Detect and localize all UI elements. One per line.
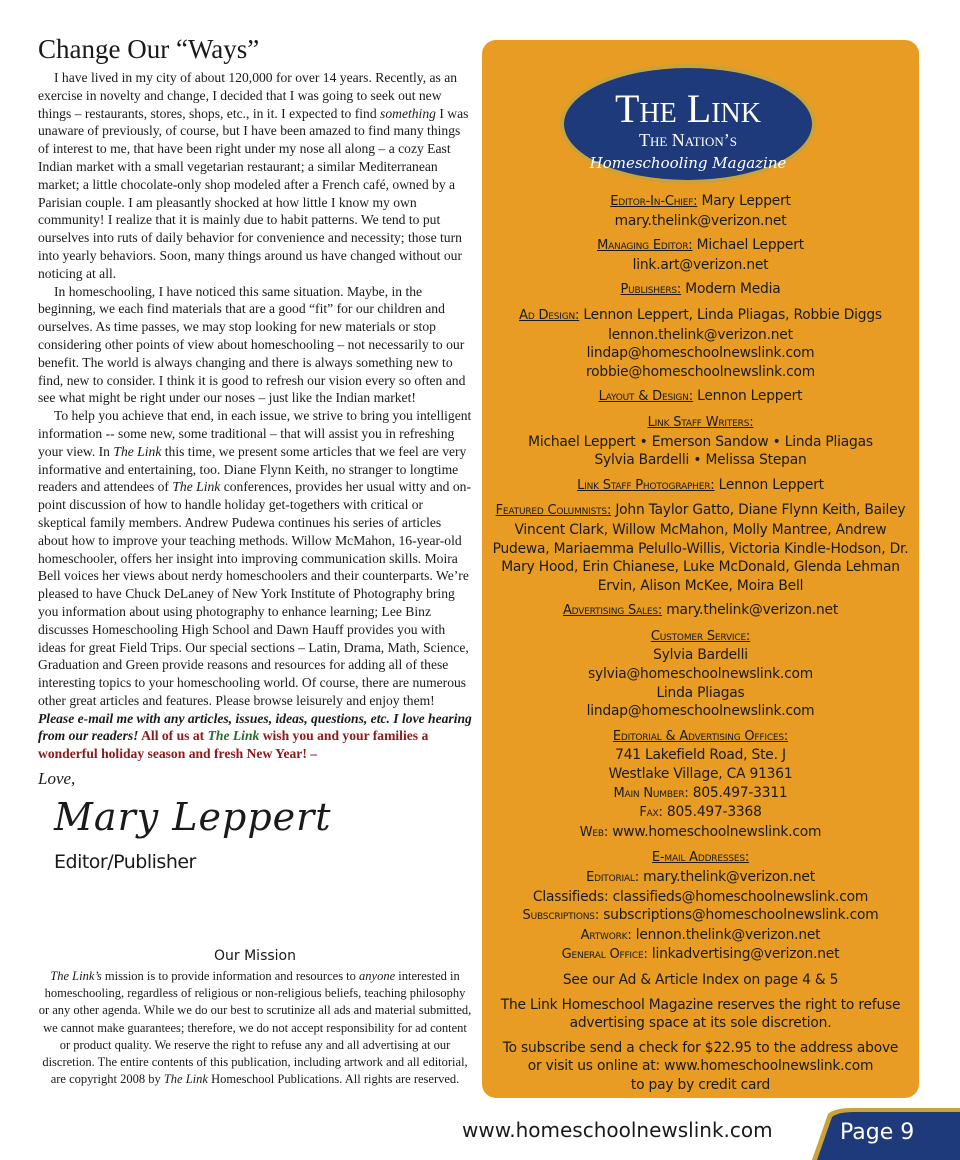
fax-number: 805.497-3368	[666, 804, 762, 821]
refuse-note: The Link Homeschool Magazine reserves the right to refuse advertising space at its sole discretion.	[500, 996, 901, 1032]
offices-label: Editorial & Advertising Offices:	[612, 728, 789, 744]
layout-design	[492, 387, 909, 407]
classifieds-label: Classifieds:	[532, 888, 609, 905]
featured-columnists	[492, 501, 909, 595]
web-label: Web:	[579, 824, 609, 840]
publishers-name: Modern Media	[685, 281, 781, 298]
text-run: mission is to provide information and resources to	[101, 969, 360, 983]
masthead-panel	[482, 40, 919, 1098]
email-addresses	[492, 848, 909, 965]
holiday-wish: All of us at	[138, 728, 208, 744]
editor-in-chief	[492, 192, 909, 230]
layout-name: Lennon Leppert	[697, 388, 803, 405]
writers-names: Michael Leppert • Emerson Sandow • Linda Pliagas	[528, 433, 873, 450]
staff-writers	[492, 413, 909, 470]
service-name: Linda Pliagas	[656, 684, 745, 701]
mission-title: Our Mission	[214, 948, 296, 964]
subscribe-line: or visit us online at: www.homeschoolnewslink.com	[527, 1058, 874, 1075]
photographer-name: Lennon Leppert	[718, 476, 824, 493]
text-run: interested in homeschooling, regardless of religious or non-religious beliefs, teaching philosophy or any other agenda. While we do our best to scrutinize all ads and material submitted, we cannot make guarantees; therefore, we do not accept responsibility for ad content or product quality. We reserve the right to refuse any and all advertising at our discretion. The entire contents of this publication, including artwork and all editorial, are copyright 2008 by	[38, 969, 472, 1087]
ad-email: lindap@homeschoolnewslink.com	[586, 345, 815, 362]
text-run: Homeschool Publications. All rights are reserved.	[207, 1072, 460, 1087]
editorial-column	[38, 34, 472, 873]
columnists-label: Featured Columnists:	[495, 503, 612, 519]
closing: Love,	[38, 769, 76, 789]
columnists-names: John Taylor Gatto, Diane Flynn Keith, Bailey Vincent Clark, Willow McMahon, Molly Mantree, Andrew Pudewa, Mariaemma Pelullo-Willis, Victoria Kindle-Hodson, Dr. Mary Hood, Erin Chianese, Luke McDonald, Glenda Lehman Ervin, Alison McKee, Moira Bell	[492, 502, 909, 594]
publishers-label: Publishers:	[620, 282, 682, 298]
address-line: Westlake Village, CA 91361	[608, 766, 793, 783]
logo-subtitle: The Nation’s	[638, 130, 738, 150]
editor-email: mary.thelink@verizon.net	[614, 212, 787, 229]
service-email: lindap@homeschoolnewslink.com	[586, 703, 815, 720]
managing-email: link.art@verizon.net	[632, 256, 769, 273]
email-request: Please e-mail me with any articles, issues, ideas, questions, etc. I love hearing from our readers!	[38, 710, 472, 744]
subscribe-note	[492, 1039, 909, 1095]
subscribe-line: to pay by credit card	[630, 1076, 771, 1093]
magazine-name: The Link	[163, 1072, 208, 1087]
magazine-name: The Link	[113, 443, 162, 459]
the-link-logo	[558, 62, 818, 186]
writers-label: Link Staff Writers:	[647, 414, 754, 430]
staff-photographer	[492, 476, 909, 496]
article-paragraph-3	[38, 407, 472, 763]
text-run: To help you achieve that end, in each issue, we strive to bring you intelligent information -- some new, some traditional – that will assist you in refreshing your view. In	[38, 408, 472, 459]
article-paragraph-2: In homeschooling, I have noticed this same situation. Maybe, in the beginning, we each find materials that are a good “fit” for our children and ourselves. As time passes, we may stop looking for new materials or stop considering other points of view about homeschooling – not necessarily to our benefit. The world is always changing and there is always something new to find, new to consider. I think it is good to refresh our vision every so often and see what might be right under our noses – just like the Indian market!	[38, 283, 466, 406]
logo-tagline: Homeschooling Magazine	[589, 154, 787, 172]
general-office-label: General Office:	[561, 947, 648, 963]
main-number-label: Main Number:	[613, 785, 689, 801]
holiday-wish: wish you and your families a wonderful holiday season and fresh New Year! –	[38, 728, 429, 762]
index-note: See our Ad & Article Index on page 4 & 5	[562, 971, 839, 988]
ad-email: robbie@homeschoolnewslink.com	[586, 363, 815, 380]
artwork-email: lennon.thelink@verizon.net	[635, 926, 821, 943]
email-label: E-mail Addresses:	[651, 850, 750, 866]
writers-names: Sylvia Bardelli • Melissa Stepan	[594, 452, 807, 469]
main-number: 805.497-3311	[692, 784, 788, 801]
text-run: I have lived in my city of about 120,000 for over 14 years. Recently, as an exercise in novelty and change, I decided that I was going to seek out new things – restaurants, stores, shops, etc., in it. I expected to find	[38, 70, 458, 121]
mission-block	[38, 948, 472, 1088]
subscriptions-email: subscriptions@homeschoolnewslink.com	[603, 907, 879, 924]
offices	[492, 727, 909, 843]
ad-design	[492, 306, 909, 381]
publishers	[492, 280, 909, 300]
logo-title: The Link	[615, 86, 761, 131]
editor-name: Mary Leppert	[701, 193, 791, 209]
article-title: Change Our “Ways”	[38, 34, 260, 64]
text-run: this time, we present some articles that we feel are very informative and entertaining, too. Diane Flynn Keith, no stranger to longtime readers and attendees of	[38, 443, 467, 495]
ad-label: Ad Design:	[519, 307, 580, 323]
layout-label: Layout & Design:	[598, 389, 693, 405]
footer-url: www.homeschoolnewslink.com	[462, 1118, 773, 1142]
subscribe-line: To subscribe send a check for $22.95 to the address above	[502, 1039, 899, 1056]
address-line: 741 Lakefield Road, Ste. J	[615, 747, 786, 764]
managing-editor	[492, 236, 909, 274]
sales-email: mary.thelink@verizon.net	[666, 602, 839, 619]
staff-info	[492, 192, 909, 1101]
managing-label: Managing Editor:	[597, 238, 693, 254]
emphasis-run: anyone	[359, 969, 396, 983]
ad-email: lennon.thelink@verizon.net	[608, 326, 793, 343]
fax-label: Fax:	[639, 805, 663, 821]
managing-name: Michael Leppert	[696, 237, 804, 254]
mission-text	[38, 968, 472, 1088]
ad-names: Lennon Leppert, Linda Pliagas, Robbie Diggs	[583, 306, 882, 323]
magazine-name: The Link	[207, 728, 260, 744]
service-name: Sylvia Bardelli	[653, 647, 748, 664]
web-address: www.homeschoolnewslink.com	[612, 823, 822, 840]
editor-label: Editor-In-Chief:	[610, 194, 698, 209]
emphasis-run: something	[380, 105, 436, 121]
classifieds-email: classifieds@homeschoolnewslink.com	[612, 888, 869, 905]
editorial-email: mary.thelink@verizon.net	[643, 869, 815, 885]
page-number: Page 9	[840, 1120, 915, 1145]
general-office-email: linkadvertising@verizon.net	[651, 946, 840, 963]
signature: Mary Leppert	[54, 795, 332, 840]
photographer-label: Link Staff Photographer:	[577, 477, 715, 493]
service-email: sylvia@homeschoolnewslink.com	[588, 666, 813, 683]
magazine-name: The Link	[172, 479, 221, 495]
subscriptions-label: Subscriptions:	[522, 908, 599, 924]
artwork-label: Artwork:	[580, 927, 632, 943]
customer-service	[492, 627, 909, 721]
advertising-sales	[492, 601, 909, 621]
magazine-name: The Link’s	[50, 969, 102, 983]
editor-title: Editor/Publisher	[54, 851, 196, 874]
article-paragraph-1	[38, 69, 472, 283]
text-run: I was unaware of previously, of course, but I have been amazed to find many things of interest to me, that have been right under my nose all along – a cozy East Indian market with a small vegetarian restaurant; a similar Mediterranean market; a little chocolate-only shop modeled after a French café, owned by a Parisian couple. I am pleasantly shocked at how little I know my own community! I realize that it is mainly due to habit patterns. We tend to put ourselves into ruts of daily behavior for convenience and necessity; those turn into yearly behaviors. Soon, many things around us have changed without our noticing at all.	[38, 105, 469, 281]
sales-label: Advertising Sales:	[562, 603, 663, 619]
text-run: conferences, provides her usual witty and on-point discussion of how to handle holiday get-togethers with critical or skeptical family members. Andrew Pudewa continues his series of articles about how to improve your teaching methods. Willow McMahon, 16-year-old homeschooler, offers her insight into improving communication skills. Moira Bell voices her views about nerdy homeschoolers and their counterparts. We’re pleased to have Chuck DeLaney of New York Institute of Photography bring you information about using photography to enhance learning; Lee Binz discusses Homeschooling High School and Dawn Hauff provides you with ideas for great Field Trips. Our special sections – Latin, Drama, Math, Science, Graduation and Green provide reasons and resources for adding all of these interesting topics to your homeschooling world. Of course, there are numerous other great articles and features. Please browse leisurely and enjoy them!	[38, 479, 471, 708]
editorial-label: Editorial:	[586, 870, 639, 885]
service-label: Customer Service:	[650, 628, 751, 644]
